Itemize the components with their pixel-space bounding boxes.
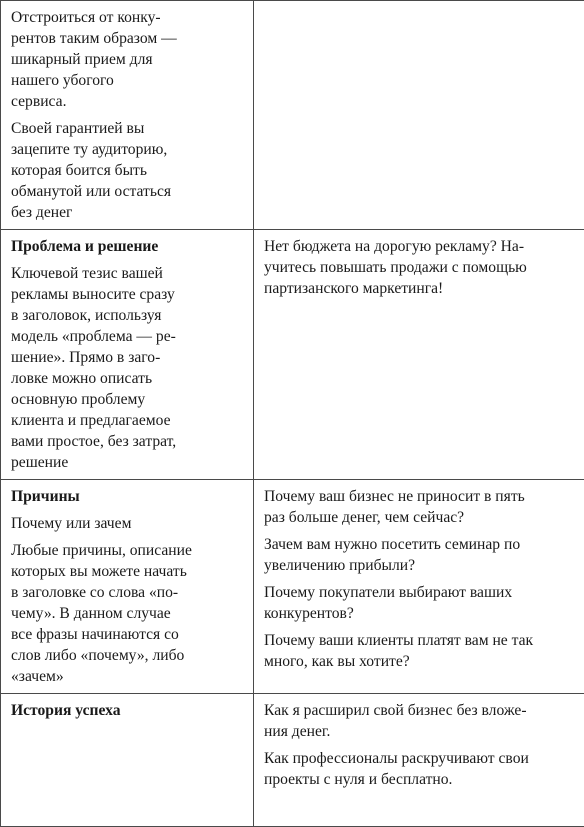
table-row — [1, 694, 584, 827]
example-paragraph: Нет бюджета на дорогую рекламу? На- учитесь повышать продажи с помощью партизанского маркетинга! — [264, 236, 584, 299]
example-paragraph: Почему покупатели выбирают ваших конкурентов? — [264, 582, 584, 624]
cell-paragraph: Ключевой тезис вашей рекламы выносите сразу в заголовок, используя модель «проблема — ре- шение». Прямо в заго- ловке можно описать основную проблему клиента и предлагаемое вами простое, без затрат, решение — [11, 263, 243, 473]
table-row — [1, 480, 584, 694]
example-paragraph: Как я расширил свой бизнес без вложе- ния денег. — [264, 700, 584, 742]
example-paragraph: Как профессионалы раскручивают свои проекты с нуля и бесплатно. — [264, 748, 584, 790]
left-cell — [1, 230, 254, 480]
cell-paragraph: Своей гарантией вы зацепите ту аудиторию, которая боится быть обманутой или остаться без денег — [11, 118, 243, 223]
table-row — [1, 1, 584, 230]
example-paragraph: Почему ваши клиенты платят вам не так много, как вы хотите? — [264, 630, 584, 672]
left-cell — [1, 694, 254, 827]
right-cell — [254, 230, 584, 480]
right-cell — [254, 694, 584, 827]
example-paragraph: Зачем вам нужно посетить семинар по увеличению прибыли? — [264, 534, 584, 576]
right-cell-empty — [254, 1, 584, 230]
right-cell — [254, 480, 584, 694]
cell-paragraph: Почему или зачем — [11, 513, 243, 534]
cell-paragraph: Любые причины, описание которых вы можете начать в заголовке со слова «по- чему». В данном случае все фразы начинаются со слов либо «почему», либо «зачем» — [11, 540, 243, 687]
table-row — [1, 230, 584, 480]
left-cell — [1, 1, 254, 230]
example-paragraph: Почему ваш бизнес не приносит в пять раз больше денег, чем сейчас? — [264, 486, 584, 528]
cell-paragraph: Отстроиться от конку- рентов таким образом — шикарный прием для нашего убогого сервиса. — [11, 7, 243, 112]
row-title: Причины — [11, 486, 243, 507]
row-title: История успеха — [11, 700, 243, 721]
left-cell — [1, 480, 254, 694]
row-title: Проблема и решение — [11, 236, 243, 257]
